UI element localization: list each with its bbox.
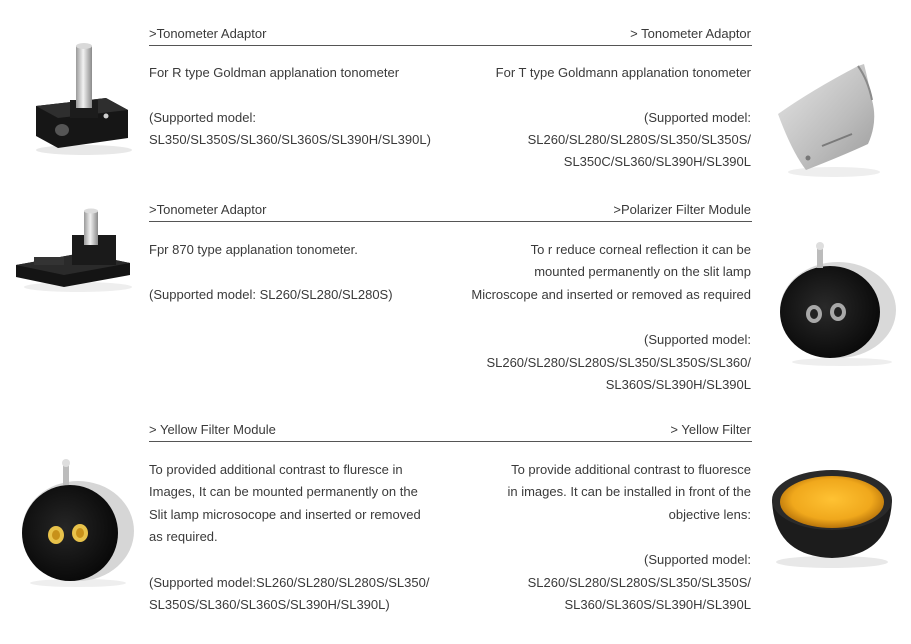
product-description: as required. <box>149 529 218 544</box>
product-description: Images, It can be mounted permanently on the <box>149 484 418 499</box>
tonometer-adaptor-r-image <box>22 40 137 158</box>
section-title-left: >Tonometer Adaptor <box>149 202 267 217</box>
supported-models: SL260/SL280/SL280S/SL350/SL350S/SL360/ <box>486 355 751 370</box>
product-description: mounted permanently on the slit lamp <box>534 264 751 279</box>
product-description: in images. It can be installed in front of the <box>507 484 751 499</box>
supported-label: (Supported model: <box>644 552 751 567</box>
product-description: Slit lamp microsocope and inserted or removed <box>149 507 421 522</box>
polarizer-filter-module-image <box>772 238 902 368</box>
section-title-right: >Polarizer Filter Module <box>613 202 751 217</box>
product-description: For R type Goldman applanation tonometer <box>149 65 400 80</box>
product-description: To r reduce corneal reflection it can be <box>530 242 751 257</box>
section-divider <box>149 45 752 46</box>
supported-models: SL260/SL280/SL280S/SL350/SL350S/ <box>527 575 751 590</box>
tonometer-adaptor-870-image <box>12 205 137 295</box>
section-title-right: > Tonometer Adaptor <box>630 26 751 41</box>
product-description: objective lens: <box>668 507 751 522</box>
supported-label: (Supported model: <box>644 110 751 125</box>
yellow-filter-image <box>764 460 900 570</box>
supported-models: SL350C/SL360/SL390H/SL390L <box>563 154 751 169</box>
supported-models: (Supported model:SL260/SL280/SL280S/SL350/ <box>149 575 430 590</box>
section-title-left: >Tonometer Adaptor <box>149 26 267 41</box>
supported-label: (Supported model: <box>644 332 751 347</box>
product-description: Microscope and inserted or removed as required <box>471 287 751 302</box>
yellow-filter-module-image <box>14 455 136 590</box>
supported-models: SL350/SL350S/SL360/SL360S/SL390H/SL390L) <box>149 132 431 147</box>
supported-models: (Supported model: SL260/SL280/SL280S) <box>149 287 393 302</box>
section-divider <box>149 221 752 222</box>
section-title-left: > Yellow Filter Module <box>149 422 276 437</box>
supported-models: SL350S/SL360/SL360S/SL390H/SL390L) <box>149 597 390 612</box>
supported-models: SL360/SL360S/SL390H/SL390L <box>564 597 751 612</box>
section-title-right: > Yellow Filter <box>670 422 751 437</box>
product-description: Fpr 870 type applanation tonometer. <box>149 242 358 257</box>
supported-models: SL260/SL280/SL280S/SL350/SL350S/ <box>527 132 751 147</box>
product-description: For T type Goldmann applanation tonometer <box>495 65 751 80</box>
supported-models: SL360S/SL390H/SL390L <box>605 377 751 392</box>
product-description: To provided additional contrast to fluresce in <box>149 462 403 477</box>
supported-label: (Supported model: <box>149 110 256 125</box>
product-description: To provide additional contrast to fluoresce <box>511 462 751 477</box>
section-divider <box>149 441 752 442</box>
tonometer-adaptor-t-image <box>772 60 887 180</box>
